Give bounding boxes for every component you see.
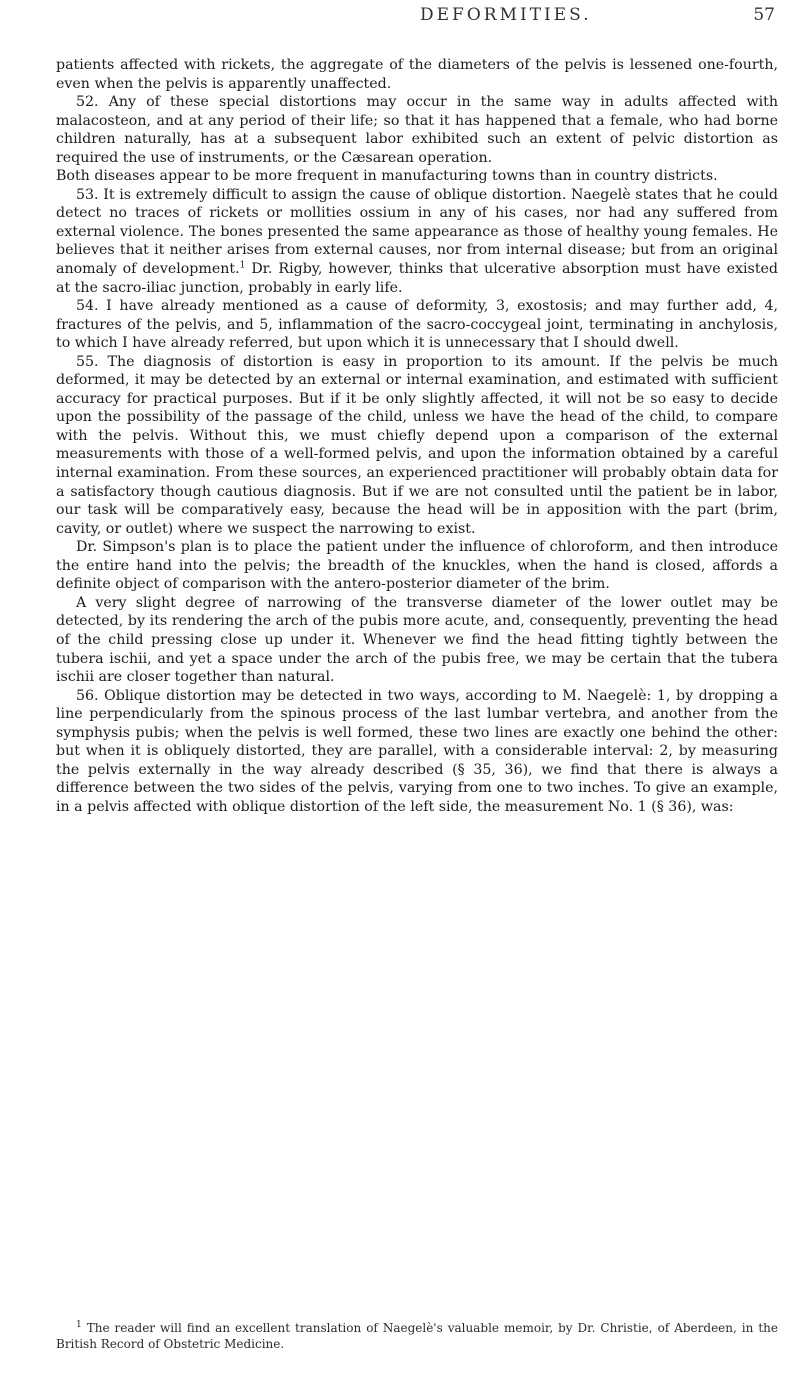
footnote-text: The reader will find an excellent translation of Naegelè's valuable memoir, by Dr. Christie, of Aberdeen, in the British Record of Obstetric Medicine.	[56, 1321, 778, 1351]
page-number: 57	[753, 5, 775, 25]
footnote-number: 1	[76, 1320, 82, 1330]
body-text	[56, 56, 778, 816]
paragraph: 55. The diagnosis of distortion is easy in proportion to its amount. If the pelvis be much deformed, it may be detected by an external or internal examination, and estimated with sufficient accuracy for practical purposes. But if it be only slightly affected, it will not be so easy to decide upon the possibility of the passage of the child, unless we have the head of the child, to compare with the pelvis. Without this, we must chiefly depend upon a comparison of the external measurements with those of a well-formed pelvis, and upon the information obtained by a careful internal examination. From these sources, an experienced practitioner will probably obtain data for a satisfactory though cautious diagnosis. But if we are not consulted until the patient be in labor, our task will be comparatively easy, because the head will be in apposition with the part (brim, cavity, or outlet) where we suspect the narrowing to exist.	[56, 353, 778, 537]
paragraph: Both diseases appear to be more frequent in manufacturing towns than in country districts.	[56, 168, 718, 185]
paragraph-text: Dr. Rigby, however, thinks that ulcerative absorption must have existed at the sacro-iliac junction, probably in early life.	[56, 261, 778, 296]
paragraph: A very slight degree of narrowing of the transverse diameter of the lower outlet may be detected, by its rendering the arch of the pubis more acute, and, consequently, preventing the head of the child pressing close up under it. Whenever we find the head fitting tightly between the tubera ischii, and yet a space under the arch of the pubis free, we may be certain that the tubera ischii are closer together than natural.	[56, 594, 778, 686]
footnote-marker: 1	[239, 260, 246, 271]
paragraph: 54. I have already mentioned as a cause of deformity, 3, exostosis; and may further add, 4, fractures of the pelvis, and 5, inflammation of the sacro-coccygeal joint, terminating in anchylosis, to which I have already referred, but upon which it is unnecessary that I should dwell.	[56, 298, 778, 352]
paragraph: patients affected with rickets, the aggregate of the diameters of the pelvis is lessened one-fourth, even when the pelvis is apparently unaffected.	[56, 57, 778, 92]
paragraph: 56. Oblique distortion may be detected in two ways, according to M. Naegelè: 1, by dropping a line perpendicularly from the spinous process of the last lumbar vertebra, and another from the symphysis pubis; when the pelvis is well formed, these two lines are exactly one behind the other: but when it is obliquely distorted, they are parallel, with a considerable interval: 2, by measuring the pelvis externally in the way already described (§ 35, 36), we find that there is always a difference between the two sides of the pelvis, varying from one to two inches. To give an example, in a pelvis affected with oblique distortion of the left side, the measurement No. 1 (§ 36), was:	[56, 687, 778, 815]
paragraph-text: 53. It is extremely difficult to assign the cause of oblique distortion. Naegelè states that he could detect no traces of rickets or mollities ossium in any of his cases, nor had any suffered from external violence. The bones presented the same appearance as those of healthy young females. He believes that it neither arises from external causes, nor from internal disease; but from an original anomaly of development.	[56, 186, 778, 278]
footnote	[56, 1320, 778, 1352]
paragraph: 52. Any of these special distortions may occur in the same way in adults affected with malacosteon, and at any period of their life; so that it has happened that a female, who had borne children naturally, has at a subsequent labor exhibited such an extent of pelvic distortion as required the use of instruments, or the Cæsarean operation.	[56, 94, 778, 166]
running-head: DEFORMITIES.	[420, 5, 592, 25]
paragraph: Dr. Simpson's plan is to place the patient under the influence of chloroform, and then introduce the entire hand into the pelvis; the breadth of the knuckles, when the hand is closed, affords a definite object of comparison with the antero-posterior diameter of the brim.	[56, 539, 778, 593]
footnotes	[56, 1320, 778, 1352]
paragraph	[56, 186, 778, 297]
